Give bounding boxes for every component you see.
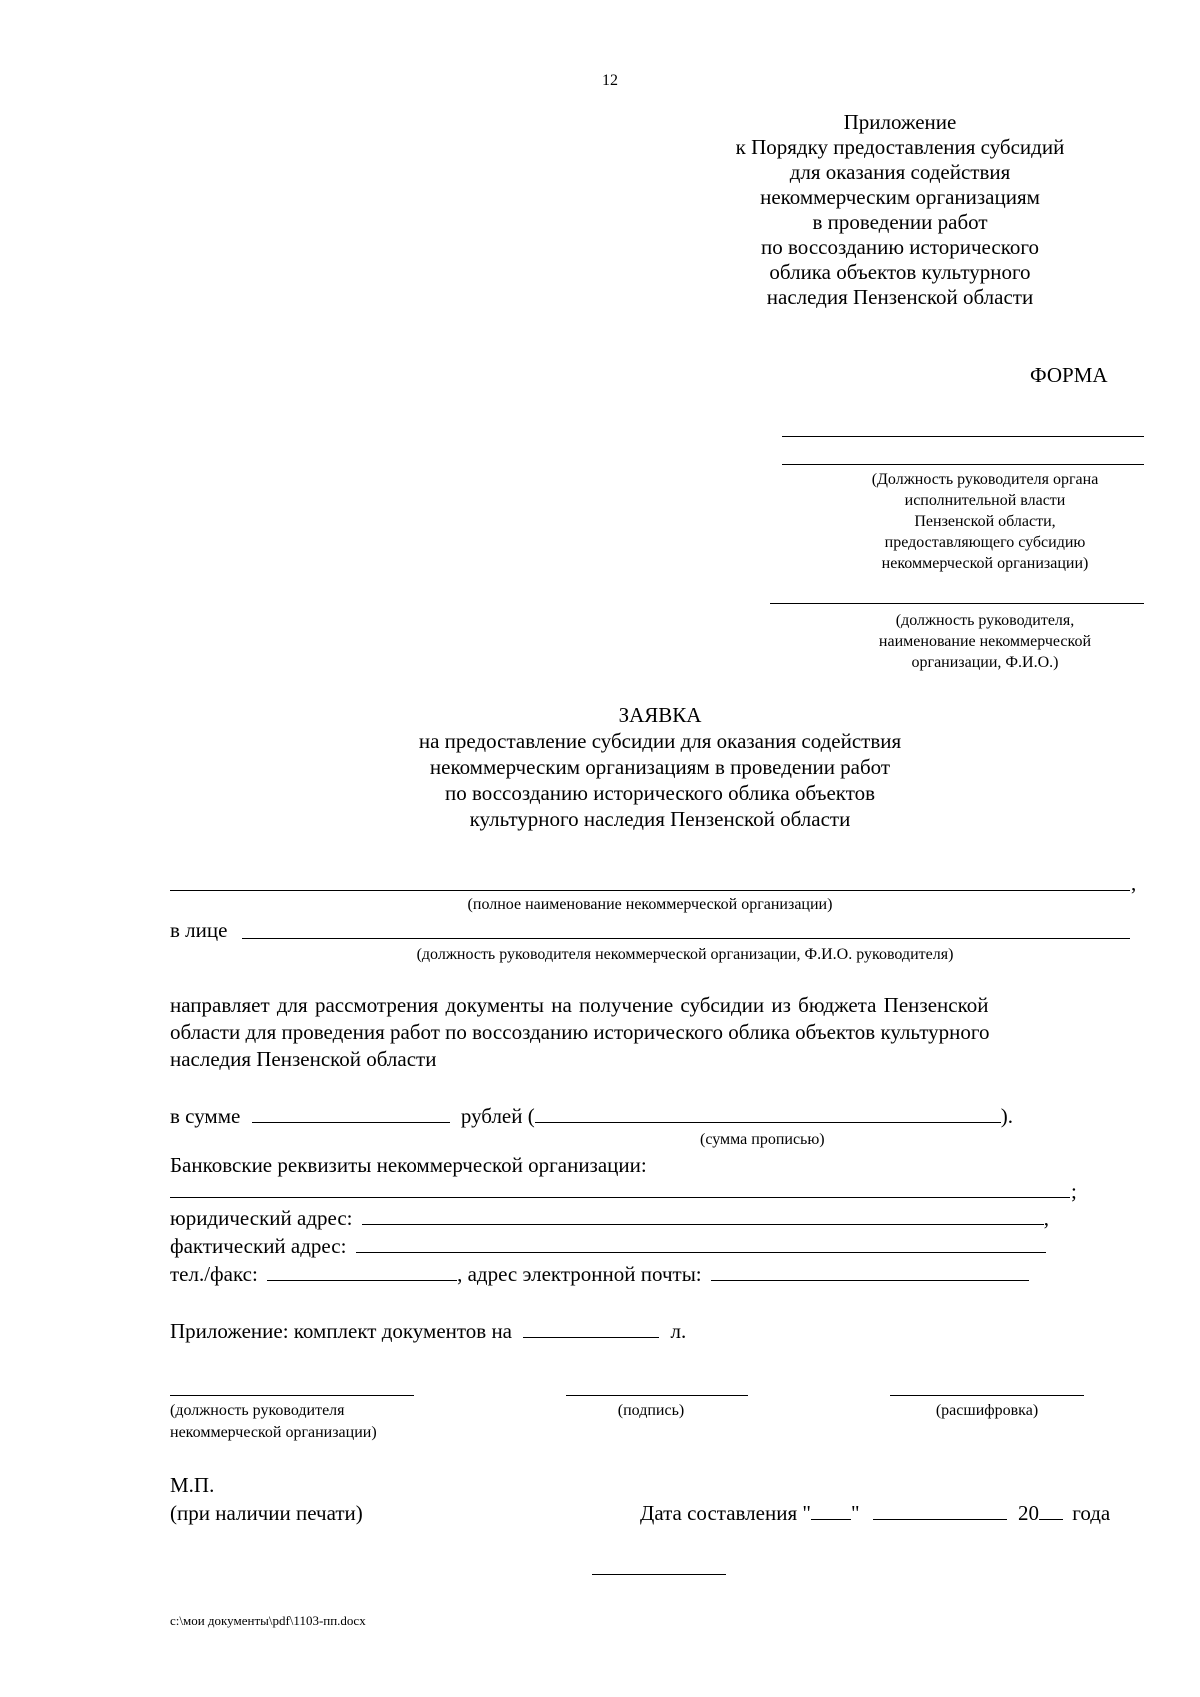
stamp-label: М.П. bbox=[170, 1473, 215, 1497]
signature-caption: (подпись) bbox=[617, 1402, 685, 1419]
position-signature-line[interactable] bbox=[170, 1395, 414, 1396]
date-month-field[interactable] bbox=[873, 1500, 1007, 1520]
date-row bbox=[640, 1500, 1110, 1527]
actual-address-label: фактический адрес: bbox=[170, 1234, 347, 1258]
addressee-line-2 bbox=[782, 464, 1144, 465]
sum-amount-field[interactable] bbox=[252, 1103, 450, 1123]
addressee-caption-2 bbox=[830, 610, 1140, 673]
sum-label: в сумме bbox=[170, 1104, 241, 1128]
date-quote: " bbox=[850, 1501, 860, 1525]
addressee-line-3 bbox=[770, 603, 1144, 604]
person-field[interactable] bbox=[242, 938, 1130, 939]
sum-caption: (сумма прописью) bbox=[700, 1131, 825, 1148]
sum-close: ). bbox=[1000, 1104, 1013, 1128]
org-name-caption: (полное наименование некоммерческой организации) bbox=[467, 896, 833, 913]
appendix-line: Приложение bbox=[843, 110, 957, 134]
date-label: Дата составления " bbox=[640, 1501, 811, 1525]
phone-label: тел./факс: bbox=[170, 1262, 258, 1286]
date-year-prefix: 20 bbox=[1018, 1501, 1040, 1525]
title-line: некоммерческим организациям в проведении работ bbox=[429, 755, 891, 779]
org-name-field[interactable] bbox=[170, 890, 1130, 891]
attachment-label: Приложение: комплект документов на bbox=[170, 1319, 512, 1343]
appendix-line: в проведении работ bbox=[812, 210, 988, 234]
rubles-label: рублей ( bbox=[460, 1104, 535, 1128]
date-year-field[interactable] bbox=[1039, 1500, 1063, 1520]
caption-line: Пензенской области, bbox=[914, 513, 1056, 530]
title-heading: ЗАЯВКА bbox=[618, 703, 702, 727]
appendix-line: некоммерческим организациям bbox=[760, 185, 1040, 209]
date-day-field[interactable] bbox=[811, 1500, 851, 1520]
caption-line: (должность руководителя, bbox=[895, 612, 1075, 629]
bank-details-label: Банковские реквизиты некоммерческой организации: bbox=[170, 1153, 647, 1177]
contacts-row bbox=[170, 1261, 1029, 1288]
body-line: наследия Пензенской области bbox=[170, 1047, 437, 1071]
body-paragraph bbox=[170, 992, 1150, 1073]
attachment-unit: л. bbox=[670, 1319, 687, 1343]
page-number: 12 bbox=[602, 72, 618, 89]
application-title bbox=[300, 702, 1020, 832]
email-label: , адрес электронной почты: bbox=[457, 1262, 702, 1286]
addressee-caption-1 bbox=[830, 469, 1140, 574]
actual-address-field[interactable] bbox=[356, 1233, 1046, 1253]
caption-line: предоставляющего субсидию bbox=[884, 534, 1086, 551]
sum-in-words-field[interactable] bbox=[535, 1103, 1001, 1123]
body-line: области для проведения работ по воссозданию исторического облика объектов культурного bbox=[170, 1020, 990, 1044]
position-caption bbox=[170, 1400, 377, 1444]
signature-line[interactable] bbox=[566, 1395, 748, 1396]
legal-address-comma: , bbox=[1043, 1206, 1050, 1230]
caption-line: некоммерческой организации) bbox=[881, 555, 1089, 572]
decode-caption: (расшифровка) bbox=[935, 1402, 1039, 1419]
caption-line: исполнительной власти bbox=[904, 492, 1066, 509]
caption-line: (Должность руководителя органа bbox=[871, 471, 1099, 488]
date-year-suffix: года bbox=[1072, 1501, 1111, 1525]
caption-line: (должность руководителя bbox=[170, 1402, 345, 1419]
appendix-line: облика объектов культурного bbox=[769, 260, 1031, 284]
appendix-block bbox=[700, 110, 1100, 310]
stamp-note: (при наличии печати) bbox=[170, 1501, 363, 1525]
bank-details-semicolon: ; bbox=[1071, 1179, 1077, 1203]
appendix-line: по воссозданию исторического bbox=[761, 235, 1039, 259]
in-person-label: в лице bbox=[170, 918, 228, 942]
legal-address-field[interactable] bbox=[362, 1205, 1044, 1225]
attachment-pages-field[interactable] bbox=[523, 1318, 659, 1338]
org-name-comma: , bbox=[1131, 871, 1137, 895]
person-caption: (должность руководителя некоммерческой организации, Ф.И.О. руководителя) bbox=[416, 946, 954, 963]
title-line: по воссозданию исторического облика объектов bbox=[444, 781, 876, 805]
phone-field[interactable] bbox=[267, 1261, 457, 1281]
appendix-line: наследия Пензенской области bbox=[766, 285, 1034, 309]
decode-line[interactable] bbox=[890, 1395, 1084, 1396]
title-line: на предоставление субсидии для оказания содействия bbox=[418, 729, 902, 753]
footer-file-path: c:\мои документы\pdf\1103-пп.docx bbox=[170, 1613, 366, 1628]
caption-line: некоммерческой организации) bbox=[170, 1424, 377, 1441]
addressee-line-1 bbox=[782, 436, 1144, 437]
legal-address-row bbox=[170, 1205, 1049, 1232]
legal-address-label: юридический адрес: bbox=[170, 1206, 353, 1230]
body-line: направляет для рассмотрения документы на получение субсидии из бюджета Пензенской bbox=[170, 993, 989, 1017]
sum-row bbox=[170, 1103, 1013, 1130]
title-line: культурного наследия Пензенской области bbox=[469, 807, 851, 831]
caption-line: наименование некоммерческой bbox=[878, 633, 1092, 650]
appendix-line: к Порядку предоставления субсидий bbox=[735, 135, 1065, 159]
attachment-row bbox=[170, 1318, 686, 1345]
appendix-line: для оказания содействия bbox=[789, 160, 1011, 184]
end-separator bbox=[592, 1574, 726, 1575]
form-label: ФОРМА bbox=[1030, 363, 1108, 387]
email-field[interactable] bbox=[711, 1261, 1029, 1281]
caption-line: организации, Ф.И.О.) bbox=[911, 654, 1059, 671]
actual-address-row bbox=[170, 1233, 1046, 1260]
bank-details-field[interactable] bbox=[170, 1197, 1070, 1198]
